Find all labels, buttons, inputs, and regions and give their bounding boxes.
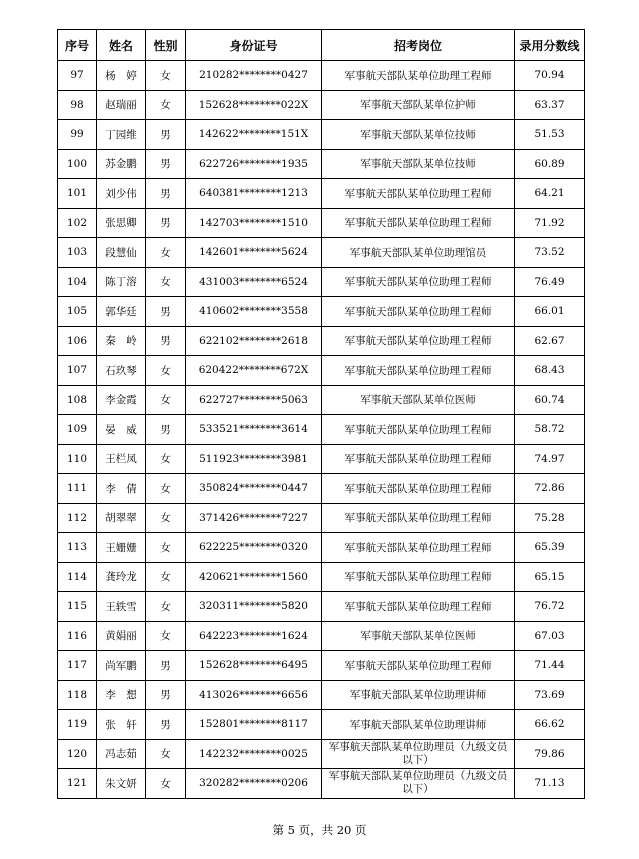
table-row <box>58 769 585 799</box>
header-gender: 性别 <box>146 30 186 61</box>
cell-position: 军事航天部队某单位医师 <box>322 621 515 651</box>
cell-gender: 女 <box>146 769 186 799</box>
cell-serial: 114 <box>58 562 97 592</box>
cell-name: 李 倩 <box>97 474 146 504</box>
table-row <box>58 592 585 622</box>
cell-score: 60.89 <box>515 149 585 179</box>
table-row <box>58 61 585 91</box>
cell-serial: 118 <box>58 680 97 710</box>
cell-id-number: 511923********3981 <box>186 444 322 474</box>
cell-name: 陈丁溶 <box>97 267 146 297</box>
cell-id-number: 320282********0206 <box>186 769 322 799</box>
cell-name: 黄娟丽 <box>97 621 146 651</box>
cell-id-number: 420621********1560 <box>186 562 322 592</box>
table-row <box>58 385 585 415</box>
header-serial: 序号 <box>58 30 97 61</box>
cell-score: 63.37 <box>515 90 585 120</box>
cell-serial: 102 <box>58 208 97 238</box>
cell-id-number: 152628********022X <box>186 90 322 120</box>
cell-gender: 女 <box>146 592 186 622</box>
cell-position: 军事航天部队某单位助理讲师 <box>322 680 515 710</box>
cell-gender: 男 <box>146 297 186 327</box>
cell-name: 郭华廷 <box>97 297 146 327</box>
cell-serial: 108 <box>58 385 97 415</box>
cell-id-number: 142622********151X <box>186 120 322 150</box>
cell-position: 军事航天部队某单位助理员（九级文员以下） <box>322 769 515 799</box>
cell-gender: 男 <box>146 710 186 740</box>
cell-gender: 女 <box>146 621 186 651</box>
cell-position: 军事航天部队某单位助理讲师 <box>322 710 515 740</box>
cell-score: 75.28 <box>515 503 585 533</box>
table-row <box>58 415 585 445</box>
cell-name: 秦 岭 <box>97 326 146 356</box>
cell-position: 军事航天部队某单位助理工程师 <box>322 444 515 474</box>
table-row <box>58 533 585 563</box>
cell-id-number: 210282********0427 <box>186 61 322 91</box>
cell-position: 军事航天部队某单位助理工程师 <box>322 297 515 327</box>
cell-gender: 女 <box>146 533 186 563</box>
cell-score: 51.53 <box>515 120 585 150</box>
cell-score: 72.86 <box>515 474 585 504</box>
cell-position: 军事航天部队某单位助理工程师 <box>322 208 515 238</box>
cell-serial: 111 <box>58 474 97 504</box>
cell-gender: 女 <box>146 503 186 533</box>
table-row <box>58 444 585 474</box>
table-row <box>58 562 585 592</box>
cell-serial: 109 <box>58 415 97 445</box>
table-row <box>58 149 585 179</box>
cell-name: 冯志茹 <box>97 739 146 769</box>
cell-serial: 97 <box>58 61 97 91</box>
cell-gender: 男 <box>146 208 186 238</box>
cell-serial: 103 <box>58 238 97 268</box>
cell-score: 67.03 <box>515 621 585 651</box>
cell-score: 76.49 <box>515 267 585 297</box>
cell-position: 军事航天部队某单位助理工程师 <box>322 179 515 209</box>
table-row <box>58 120 585 150</box>
cell-serial: 119 <box>58 710 97 740</box>
cell-gender: 男 <box>146 179 186 209</box>
cell-id-number: 431003********6524 <box>186 267 322 297</box>
cell-score: 62.67 <box>515 326 585 356</box>
cell-name: 苏金鹏 <box>97 149 146 179</box>
cell-position: 军事航天部队某单位护师 <box>322 90 515 120</box>
cell-serial: 113 <box>58 533 97 563</box>
table-row <box>58 503 585 533</box>
cell-serial: 112 <box>58 503 97 533</box>
cell-gender: 女 <box>146 356 186 386</box>
cell-position: 军事航天部队某单位助理工程师 <box>322 651 515 681</box>
cell-serial: 115 <box>58 592 97 622</box>
cell-gender: 男 <box>146 326 186 356</box>
cell-id-number: 622726********1935 <box>186 149 322 179</box>
table-row <box>58 651 585 681</box>
table-row <box>58 179 585 209</box>
table-row <box>58 90 585 120</box>
cell-score: 65.15 <box>515 562 585 592</box>
cell-serial: 101 <box>58 179 97 209</box>
cell-gender: 男 <box>146 651 186 681</box>
cell-name: 王轶雪 <box>97 592 146 622</box>
table-row <box>58 680 585 710</box>
cell-score: 66.62 <box>515 710 585 740</box>
cell-id-number: 350824********0447 <box>186 474 322 504</box>
cell-position: 军事航天部队某单位助理工程师 <box>322 474 515 504</box>
cell-serial: 120 <box>58 739 97 769</box>
cell-id-number: 152628********6495 <box>186 651 322 681</box>
cell-name: 赵瑞丽 <box>97 90 146 120</box>
cell-id-number: 142601********5624 <box>186 238 322 268</box>
cell-gender: 女 <box>146 90 186 120</box>
cell-name: 丁园维 <box>97 120 146 150</box>
page-footer: 第 5 页，共 20 页 <box>272 823 367 837</box>
cell-score: 71.13 <box>515 769 585 799</box>
table-row <box>58 326 585 356</box>
cell-gender: 女 <box>146 444 186 474</box>
cell-gender: 男 <box>146 680 186 710</box>
cell-gender: 女 <box>146 238 186 268</box>
cell-name: 尚军鹏 <box>97 651 146 681</box>
cell-score: 71.92 <box>515 208 585 238</box>
admission-table <box>57 29 585 799</box>
cell-position: 军事航天部队某单位助理工程师 <box>322 61 515 91</box>
table-row <box>58 267 585 297</box>
cell-score: 73.52 <box>515 238 585 268</box>
cell-score: 79.86 <box>515 739 585 769</box>
cell-score: 60.74 <box>515 385 585 415</box>
cell-gender: 男 <box>146 120 186 150</box>
table-row <box>58 208 585 238</box>
cell-name: 晏 威 <box>97 415 146 445</box>
cell-name: 石玖琴 <box>97 356 146 386</box>
header-position: 招考岗位 <box>322 30 515 61</box>
cell-id-number: 371426********7227 <box>186 503 322 533</box>
cell-name: 李 想 <box>97 680 146 710</box>
cell-score: 73.69 <box>515 680 585 710</box>
cell-gender: 女 <box>146 267 186 297</box>
cell-score: 70.94 <box>515 61 585 91</box>
cell-id-number: 413026********6656 <box>186 680 322 710</box>
cell-gender: 女 <box>146 385 186 415</box>
cell-serial: 99 <box>58 120 97 150</box>
cell-position: 军事航天部队某单位技师 <box>322 149 515 179</box>
cell-gender: 女 <box>146 474 186 504</box>
cell-serial: 116 <box>58 621 97 651</box>
table-row <box>58 474 585 504</box>
cell-name: 胡翠翠 <box>97 503 146 533</box>
cell-id-number: 642223********1624 <box>186 621 322 651</box>
cell-position: 军事航天部队某单位助理员（九级文员以下） <box>322 739 515 769</box>
table-row <box>58 739 585 769</box>
cell-position: 军事航天部队某单位助理工程师 <box>322 356 515 386</box>
cell-id-number: 622102********2618 <box>186 326 322 356</box>
cell-gender: 男 <box>146 415 186 445</box>
cell-score: 58.72 <box>515 415 585 445</box>
cell-position: 军事航天部队某单位助理工程师 <box>322 415 515 445</box>
cell-id-number: 622727********5063 <box>186 385 322 415</box>
cell-id-number: 142703********1510 <box>186 208 322 238</box>
cell-position: 军事航天部队某单位助理工程师 <box>322 562 515 592</box>
cell-id-number: 533521********3614 <box>186 415 322 445</box>
cell-name: 段慧仙 <box>97 238 146 268</box>
table-header-row <box>58 30 585 61</box>
cell-id-number: 640381********1213 <box>186 179 322 209</box>
table-row <box>58 710 585 740</box>
cell-serial: 110 <box>58 444 97 474</box>
cell-score: 66.01 <box>515 297 585 327</box>
cell-serial: 107 <box>58 356 97 386</box>
cell-position: 军事航天部队某单位助理工程师 <box>322 267 515 297</box>
cell-gender: 女 <box>146 562 186 592</box>
cell-name: 王栏凤 <box>97 444 146 474</box>
cell-position: 军事航天部队某单位助理工程师 <box>322 533 515 563</box>
cell-name: 朱文妍 <box>97 769 146 799</box>
cell-position: 军事航天部队某单位技师 <box>322 120 515 150</box>
cell-gender: 男 <box>146 149 186 179</box>
cell-position: 军事航天部队某单位医师 <box>322 385 515 415</box>
cell-id-number: 622225********0320 <box>186 533 322 563</box>
cell-name: 李金霞 <box>97 385 146 415</box>
cell-position: 军事航天部队某单位助理工程师 <box>322 592 515 622</box>
cell-score: 71.44 <box>515 651 585 681</box>
table-body <box>58 61 585 799</box>
cell-serial: 98 <box>58 90 97 120</box>
cell-serial: 106 <box>58 326 97 356</box>
cell-serial: 100 <box>58 149 97 179</box>
cell-serial: 105 <box>58 297 97 327</box>
table-row <box>58 238 585 268</box>
table-row <box>58 356 585 386</box>
header-score-line: 录用分数线 <box>515 30 585 61</box>
table-row <box>58 621 585 651</box>
cell-score: 65.39 <box>515 533 585 563</box>
cell-gender: 女 <box>146 739 186 769</box>
cell-serial: 117 <box>58 651 97 681</box>
cell-position: 军事航天部队某单位助理工程师 <box>322 326 515 356</box>
cell-serial: 121 <box>58 769 97 799</box>
cell-name: 张思卿 <box>97 208 146 238</box>
table-row <box>58 297 585 327</box>
cell-id-number: 152801********8117 <box>186 710 322 740</box>
cell-score: 64.21 <box>515 179 585 209</box>
cell-name: 龚玲龙 <box>97 562 146 592</box>
cell-name: 刘少伟 <box>97 179 146 209</box>
cell-id-number: 142232********0025 <box>186 739 322 769</box>
cell-name: 杨 婷 <box>97 61 146 91</box>
cell-id-number: 620422********672X <box>186 356 322 386</box>
cell-score: 68.43 <box>515 356 585 386</box>
cell-id-number: 320311********5820 <box>186 592 322 622</box>
cell-name: 张 轩 <box>97 710 146 740</box>
cell-position: 军事航天部队某单位助理馆员 <box>322 238 515 268</box>
cell-position: 军事航天部队某单位助理工程师 <box>322 503 515 533</box>
cell-name: 王姗姗 <box>97 533 146 563</box>
cell-score: 76.72 <box>515 592 585 622</box>
cell-serial: 104 <box>58 267 97 297</box>
header-name: 姓名 <box>97 30 146 61</box>
cell-id-number: 410602********3558 <box>186 297 322 327</box>
cell-score: 74.97 <box>515 444 585 474</box>
header-id-number: 身份证号 <box>186 30 322 61</box>
cell-gender: 女 <box>146 61 186 91</box>
